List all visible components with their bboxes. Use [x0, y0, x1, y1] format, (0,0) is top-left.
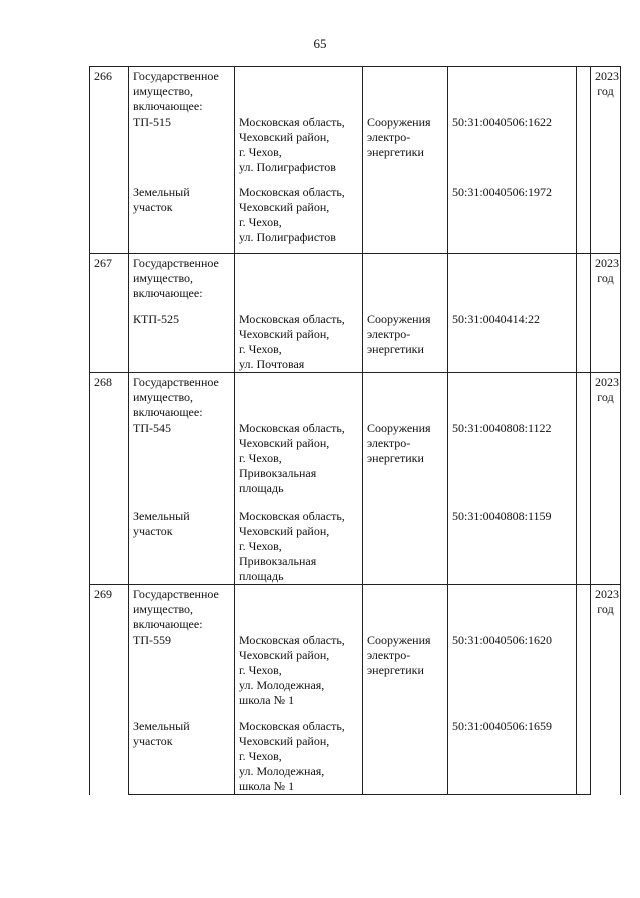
blank-cell [577, 67, 591, 116]
row-number: 266 [90, 67, 129, 254]
item-name: ТП-545 [129, 421, 235, 509]
blank-cell [577, 312, 591, 373]
item-name: ТП-559 [129, 633, 235, 719]
year-cell: 2023 год [591, 373, 621, 585]
registry-item [90, 509, 621, 585]
registry-item [90, 719, 621, 795]
blank-cell [577, 633, 591, 719]
item-cadastral-number: 50:31:0040808:1159 [448, 509, 577, 585]
item-name: КТП-525 [129, 312, 235, 373]
page-number: 65 [313, 36, 327, 51]
type-cell [363, 67, 448, 116]
type-cell [363, 585, 448, 634]
item-name: Земельный участок [129, 719, 235, 795]
registry-row-269 [90, 585, 621, 634]
registry-row-267 [90, 254, 621, 313]
row-number: 267 [90, 254, 129, 373]
item-type [363, 509, 448, 585]
blank-cell [577, 585, 591, 634]
row-number: 269 [90, 585, 129, 795]
blank-cell [577, 509, 591, 585]
blank-cell [577, 373, 591, 422]
item-cadastral-number: 50:31:0040506:1972 [448, 185, 577, 254]
registry-row-268 [90, 373, 621, 422]
address-cell [235, 373, 363, 422]
item-name: Земельный участок [129, 185, 235, 254]
item-cadastral-number: 50:31:0040506:1620 [448, 633, 577, 719]
year-cell: 2023 год [591, 585, 621, 795]
address-cell [235, 254, 363, 313]
blank-cell [577, 254, 591, 313]
item-type: Сооружения электро- энергетики [363, 115, 448, 185]
registry-item [90, 115, 621, 185]
item-address: Московская область, Чеховский район, г. Чехов, ул. Молодежная, школа № 1 [235, 633, 363, 719]
property-group-header: Государственное имущество, включающее: [129, 585, 235, 634]
type-cell [363, 254, 448, 313]
registry-item [90, 185, 621, 254]
item-name: Земельный участок [129, 509, 235, 585]
address-cell [235, 585, 363, 634]
cadastral-cell [448, 585, 577, 634]
item-type [363, 185, 448, 254]
item-address: Московская область, Чеховский район, г. Чехов, ул. Молодежная, школа № 1 [235, 719, 363, 795]
property-group-header: Государственное имущество, включающее: [129, 67, 235, 116]
registry-row-266 [90, 67, 621, 116]
blank-cell [577, 719, 591, 795]
item-name: ТП-515 [129, 115, 235, 185]
type-cell [363, 373, 448, 422]
cadastral-cell [448, 67, 577, 116]
property-group-header: Государственное имущество, включающее: [129, 373, 235, 422]
item-address: Московская область, Чеховский район, г. Чехов, Привокзальная площадь [235, 509, 363, 585]
property-group-header: Государственное имущество, включающее: [129, 254, 235, 313]
item-cadastral-number: 50:31:0040506:1659 [448, 719, 577, 795]
row-number: 268 [90, 373, 129, 585]
year-cell: 2023 год [591, 67, 621, 254]
property-registry-table [89, 66, 621, 795]
blank-cell [577, 185, 591, 254]
item-cadastral-number: 50:31:0040808:1122 [448, 421, 577, 509]
cadastral-cell [448, 373, 577, 422]
item-type [363, 719, 448, 795]
registry-item [90, 312, 621, 373]
item-type: Сооружения электро- энергетики [363, 633, 448, 719]
blank-cell [577, 421, 591, 509]
year-cell: 2023 год [591, 254, 621, 373]
registry-item [90, 633, 621, 719]
item-address: Московская область, Чеховский район, г. Чехов, ул. Почтовая [235, 312, 363, 373]
item-type: Сооружения электро- энергетики [363, 421, 448, 509]
item-address: Московская область, Чеховский район, г. Чехов, ул. Полиграфистов [235, 115, 363, 185]
address-cell [235, 67, 363, 116]
item-type: Сооружения электро- энергетики [363, 312, 448, 373]
item-cadastral-number: 50:31:0040506:1622 [448, 115, 577, 185]
item-cadastral-number: 50:31:0040414:22 [448, 312, 577, 373]
item-address: Московская область, Чеховский район, г. Чехов, Привокзальная площадь [235, 421, 363, 509]
blank-cell [577, 115, 591, 185]
cadastral-cell [448, 254, 577, 313]
registry-item [90, 421, 621, 509]
item-address: Московская область, Чеховский район, г. Чехов, ул. Полиграфистов [235, 185, 363, 254]
